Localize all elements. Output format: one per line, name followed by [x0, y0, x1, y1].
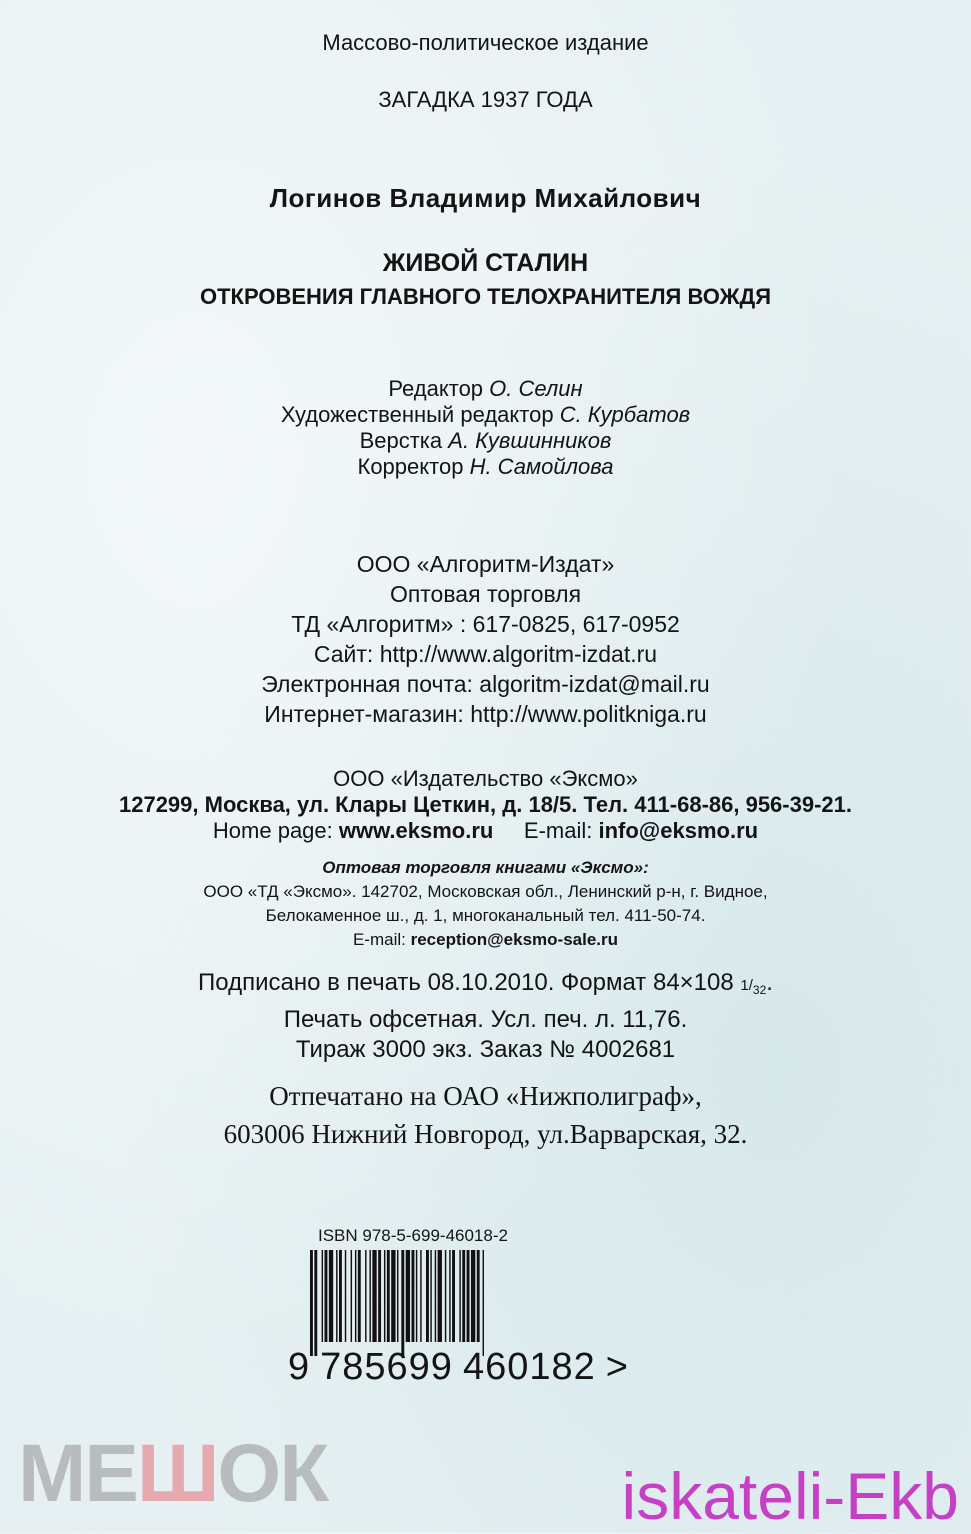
wholesale-line1: ООО «ТД «Эксмо». 142702, Московская обл., Ленинский р-н, г. Видное, — [203, 882, 768, 901]
printer-block — [0, 1077, 971, 1153]
barcode-bar — [412, 1250, 415, 1342]
barcode-bar — [378, 1250, 381, 1342]
shopping-bag-icon: Ш — [137, 1428, 218, 1519]
algoritm-block — [0, 549, 971, 729]
eksmo-email: info@eksmo.ru — [598, 818, 759, 843]
barcode-image — [310, 1250, 612, 1356]
algoritm-shop: Интернет-магазин: http://www.politkniga.ru — [264, 701, 707, 727]
printer-line1: Отпечатано на ОАО «Нижполиграф», — [269, 1081, 702, 1111]
algoritm-company: ООО «Алгоритм-Издат» — [356, 551, 615, 577]
isbn-label: ISBN 978-5-699-46018-2 — [318, 1226, 508, 1245]
barcode-bar — [438, 1250, 442, 1342]
barcode-bar — [329, 1250, 333, 1342]
barcode-bar — [426, 1250, 429, 1342]
barcode-bar — [467, 1250, 470, 1342]
barcode-digits — [288, 1346, 639, 1389]
barcode-bar — [384, 1250, 385, 1342]
credit-art-editor: Художественный редактор С. Курбатов — [280, 402, 691, 427]
wholesale-email: E-mail: reception@eksmo-sale.ru — [352, 930, 619, 949]
print-run: Тираж 3000 экз. Заказ № 4002681 — [295, 1036, 676, 1063]
algoritm-wholesale: Оптовая торговля — [389, 581, 582, 607]
eksmo-web: Home page: www.eksmo.ru E-mail: info@eksmo.ru — [212, 818, 759, 843]
barcode-bar — [314, 1250, 317, 1356]
barcode-bar — [452, 1250, 455, 1342]
print-info-block — [0, 968, 971, 1065]
barcode-bar — [339, 1250, 342, 1342]
barcode-bar — [435, 1250, 436, 1342]
barcode-bar — [355, 1250, 356, 1342]
barcode-bar — [345, 1250, 346, 1342]
barcode-bar — [445, 1250, 446, 1342]
eksmo-homepage: www.eksmo.ru — [338, 818, 494, 843]
wholesale-line2: Белокаменное ш., д. 1, многоканальный тел. 411-50-74. — [265, 906, 706, 925]
barcode-arrow: > — [605, 1346, 629, 1388]
wholesale-block — [0, 856, 971, 952]
eksmo-address: 127299, Москва, ул. Клары Цеткин, д. 18/5. Тел. 411-68-86, 956-39-21. — [118, 792, 852, 817]
barcode-bar — [406, 1250, 410, 1342]
barcode-bar — [322, 1250, 323, 1342]
credit-editor: Редактор О. Селин — [388, 376, 583, 401]
book-title: ЖИВОЙ СТАЛИН — [382, 249, 589, 277]
barcode-bar — [365, 1250, 366, 1342]
author-name: Логинов Владимир Михайлович — [269, 183, 702, 213]
meshok-logo: МЕШОК — [18, 1428, 328, 1519]
wholesale-heading: Оптовая торговля книгами «Эксмо»: — [322, 858, 649, 877]
barcode-bar — [416, 1250, 417, 1342]
barcode-bar — [397, 1250, 398, 1342]
print-signed: Подписано в печать 08.10.2010. Формат 84×108 $1/_{32}$. — [198, 969, 773, 997]
series-label: Массово-политическое издание — [322, 30, 649, 55]
barcode-bar — [420, 1250, 421, 1342]
barcode-group2: 460182 — [462, 1346, 596, 1388]
watermark-text: iskateli-Ekb — [621, 1459, 959, 1533]
barcode-bar — [358, 1250, 361, 1342]
algoritm-email: Электронная почта: algoritm-izdat@mail.ru — [261, 671, 710, 697]
printer-line2: 603006 Нижний Новгород, ул.Варварская, 32. — [223, 1119, 748, 1149]
print-offset: Печать офсетная. Усл. печ. л. 11,76. — [283, 1006, 688, 1033]
barcode-bar — [477, 1250, 480, 1342]
algoritm-site: Сайт: http://www.algoritm-izdat.ru — [313, 641, 658, 667]
eksmo-block — [0, 766, 971, 844]
algoritm-phones: ТД «Алгоритм» : 617-0825, 617-0952 — [291, 611, 680, 637]
barcode-bar — [387, 1250, 390, 1342]
barcode-bar — [462, 1250, 465, 1342]
barcode-bar — [325, 1250, 328, 1342]
barcode-bar — [372, 1250, 376, 1342]
barcode-bar — [336, 1250, 337, 1342]
barcode-bar — [369, 1250, 370, 1342]
barcode-bar — [391, 1250, 395, 1342]
barcode-bar — [430, 1250, 431, 1342]
book-subtitle: ОТКРОВЕНИЯ ГЛАВНОГО ТЕЛОХРАНИТЕЛЯ ВОЖДЯ — [199, 284, 772, 309]
barcode-group1: 785699 — [320, 1346, 453, 1388]
barcode-bar — [483, 1250, 484, 1356]
barcode-bar — [459, 1250, 460, 1342]
eksmo-company: ООО «Издательство «Эксмо» — [333, 766, 638, 791]
credit-proofreader: Корректор Н. Самойлова — [357, 454, 614, 479]
barcode-bar — [471, 1250, 475, 1342]
barcode-bar — [449, 1250, 450, 1342]
series-title: ЗАГАДКА 1937 ГОДА — [378, 87, 593, 112]
credits-block — [0, 376, 971, 480]
barcode-bar — [310, 1250, 313, 1356]
barcode-digit-first: 9 — [288, 1346, 311, 1388]
credit-layout: Верстка А. Кувшинников — [359, 428, 612, 453]
barcode-bar — [401, 1250, 404, 1356]
barcode-bar — [351, 1250, 352, 1342]
